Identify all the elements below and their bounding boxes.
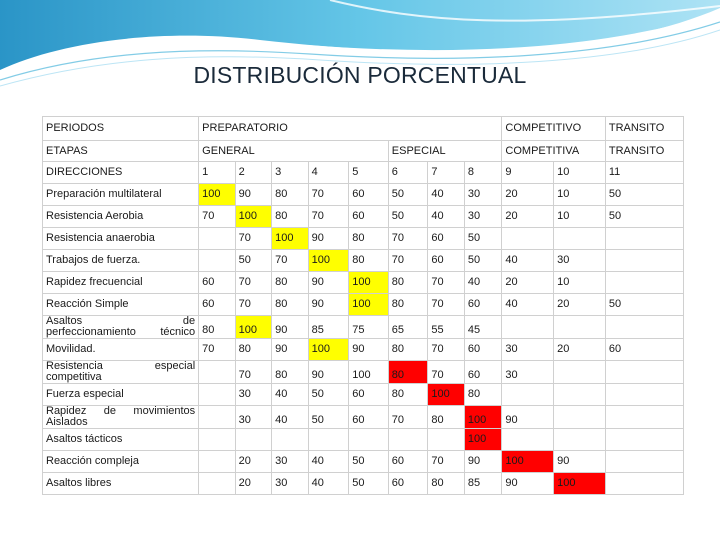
row-label-line: Aislados: [46, 416, 88, 428]
value-cell: 40: [464, 272, 502, 294]
value-cell: 70: [388, 250, 428, 272]
value-cell: 90: [308, 294, 349, 316]
value-cell: 70: [308, 184, 349, 206]
value-cell: 50: [349, 451, 389, 473]
direction-number: 2: [235, 162, 272, 184]
value-cell: 90: [349, 339, 389, 361]
row-label-line: perfeccionamiento técnico: [46, 326, 196, 338]
direction-number: 11: [605, 162, 683, 184]
value-cell: 50: [464, 228, 502, 250]
value-cell: [554, 406, 606, 429]
value-cell: 85: [308, 316, 349, 339]
row-label-line: Asaltos de: [46, 315, 196, 327]
value-cell: 30: [272, 473, 309, 495]
value-cell: 100: [428, 384, 465, 406]
row-label-line: Asaltos tácticos: [46, 433, 123, 445]
header-group-cell: TRANSITO: [605, 141, 683, 162]
value-cell: 60: [199, 294, 236, 316]
value-cell: 80: [272, 184, 309, 206]
table-row: [43, 451, 684, 473]
row-label-line: Rapidez frecuencial: [46, 276, 143, 288]
value-cell: [235, 429, 272, 451]
table-row: [43, 384, 684, 406]
value-cell: 90: [308, 361, 349, 384]
value-cell: 80: [388, 384, 428, 406]
table-row: [43, 406, 684, 429]
value-cell: 80: [235, 339, 272, 361]
value-cell: 70: [235, 294, 272, 316]
value-cell: [199, 384, 236, 406]
periods-row: [43, 117, 684, 141]
value-cell: [199, 228, 236, 250]
value-cell: 60: [464, 294, 502, 316]
value-cell: 40: [272, 406, 309, 429]
row-label-line: Trabajos de fuerza.: [46, 254, 141, 266]
value-cell: 60: [388, 451, 428, 473]
header-group-cell: ESPECIAL: [388, 141, 502, 162]
direction-number: 9: [502, 162, 554, 184]
value-cell: 90: [235, 184, 272, 206]
value-cell: 50: [605, 184, 683, 206]
value-cell: 90: [308, 228, 349, 250]
value-cell: 100: [464, 429, 502, 451]
header-group-cell: COMPETITIVA: [502, 141, 605, 162]
value-cell: 20: [235, 451, 272, 473]
row-label: [43, 361, 199, 384]
table-row: [43, 272, 684, 294]
value-cell: [199, 361, 236, 384]
value-cell: 70: [235, 228, 272, 250]
value-cell: 90: [272, 339, 309, 361]
row-label: [43, 184, 199, 206]
value-cell: [605, 361, 683, 384]
row-label-line: competitiva: [46, 371, 102, 383]
value-cell: [605, 250, 683, 272]
value-cell: [199, 473, 236, 495]
value-cell: 60: [349, 406, 389, 429]
value-cell: [502, 429, 554, 451]
value-cell: [199, 429, 236, 451]
row-label: [43, 206, 199, 228]
value-cell: 30: [502, 361, 554, 384]
header-group-cell: COMPETITIVO: [502, 117, 605, 141]
value-cell: 70: [199, 339, 236, 361]
table-row: [43, 184, 684, 206]
value-cell: 55: [428, 316, 465, 339]
value-cell: 60: [605, 339, 683, 361]
value-cell: [428, 429, 465, 451]
value-cell: 70: [235, 361, 272, 384]
row-label-line: Preparación multilateral: [46, 188, 162, 200]
value-cell: [502, 384, 554, 406]
value-cell: [605, 429, 683, 451]
value-cell: 100: [308, 339, 349, 361]
value-cell: [605, 272, 683, 294]
row-label-line: Resistencia Aerobia: [46, 210, 144, 222]
row-label: PERIODOS: [43, 117, 199, 141]
value-cell: 20: [554, 339, 606, 361]
value-cell: 100: [308, 250, 349, 272]
value-cell: 80: [272, 294, 309, 316]
value-cell: 30: [464, 206, 502, 228]
value-cell: [388, 429, 428, 451]
value-cell: 40: [428, 206, 465, 228]
direction-number: 7: [428, 162, 465, 184]
row-label-line: Rapidez de movimientos: [46, 405, 196, 417]
value-cell: 80: [388, 361, 428, 384]
row-label: [43, 272, 199, 294]
value-cell: 70: [428, 361, 465, 384]
value-cell: 90: [502, 406, 554, 429]
value-cell: 60: [349, 206, 389, 228]
direction-number: 6: [388, 162, 428, 184]
value-cell: 80: [388, 339, 428, 361]
row-label: [43, 228, 199, 250]
table-row: [43, 339, 684, 361]
value-cell: 100: [235, 206, 272, 228]
value-cell: 90: [308, 272, 349, 294]
value-cell: [605, 228, 683, 250]
value-cell: 80: [349, 250, 389, 272]
value-cell: 50: [235, 250, 272, 272]
value-cell: 90: [502, 473, 554, 495]
value-cell: 30: [554, 250, 606, 272]
value-cell: 40: [428, 184, 465, 206]
value-cell: 100: [349, 361, 389, 384]
direction-number: 3: [272, 162, 309, 184]
value-cell: 60: [428, 228, 465, 250]
row-label: [43, 451, 199, 473]
value-cell: 100: [199, 184, 236, 206]
value-cell: 65: [388, 316, 428, 339]
value-cell: 40: [308, 473, 349, 495]
value-cell: [272, 429, 309, 451]
table-row: [43, 228, 684, 250]
value-cell: 80: [199, 316, 236, 339]
distribution-table: [42, 116, 684, 495]
value-cell: 50: [464, 250, 502, 272]
direction-number: 5: [349, 162, 389, 184]
row-label: [43, 339, 199, 361]
row-label-line: Resistencia anaerobia: [46, 232, 155, 244]
value-cell: 40: [308, 451, 349, 473]
value-cell: [605, 451, 683, 473]
value-cell: 45: [464, 316, 502, 339]
value-cell: 60: [388, 473, 428, 495]
value-cell: [199, 250, 236, 272]
value-cell: 50: [349, 473, 389, 495]
value-cell: 20: [502, 206, 554, 228]
value-cell: 60: [199, 272, 236, 294]
value-cell: 80: [272, 272, 309, 294]
value-cell: 10: [554, 206, 606, 228]
value-cell: 30: [272, 451, 309, 473]
row-label: [43, 406, 199, 429]
value-cell: 70: [199, 206, 236, 228]
row-label-line: Resistencia especial: [46, 360, 196, 372]
value-cell: 75: [349, 316, 389, 339]
value-cell: 80: [388, 272, 428, 294]
value-cell: 30: [235, 406, 272, 429]
table-row: [43, 206, 684, 228]
value-cell: 30: [502, 339, 554, 361]
value-cell: 70: [428, 339, 465, 361]
table-row: [43, 429, 684, 451]
value-cell: 60: [464, 361, 502, 384]
table-row: [43, 473, 684, 495]
row-label-line: Reacción Simple: [46, 298, 129, 310]
value-cell: [605, 384, 683, 406]
value-cell: 40: [502, 294, 554, 316]
value-cell: [308, 429, 349, 451]
value-cell: 70: [388, 406, 428, 429]
value-cell: 80: [428, 406, 465, 429]
value-cell: 30: [464, 184, 502, 206]
value-cell: 10: [554, 272, 606, 294]
value-cell: [554, 361, 606, 384]
row-label: [43, 250, 199, 272]
value-cell: 20: [554, 294, 606, 316]
value-cell: [199, 406, 236, 429]
value-cell: 80: [272, 361, 309, 384]
row-label: [43, 384, 199, 406]
value-cell: [502, 228, 554, 250]
row-label-line: Movilidad.: [46, 343, 96, 355]
header-group-cell: GENERAL: [199, 141, 389, 162]
direction-number: 4: [308, 162, 349, 184]
value-cell: [554, 429, 606, 451]
row-label: [43, 429, 199, 451]
value-cell: 100: [235, 316, 272, 339]
value-cell: 90: [464, 451, 502, 473]
value-cell: 30: [235, 384, 272, 406]
row-label: DIRECCIONES: [43, 162, 199, 184]
table-row: [43, 316, 684, 339]
direction-number: 1: [199, 162, 236, 184]
direction-number: 8: [464, 162, 502, 184]
value-cell: 80: [349, 228, 389, 250]
value-cell: 10: [554, 184, 606, 206]
value-cell: 70: [308, 206, 349, 228]
value-cell: 50: [388, 206, 428, 228]
value-cell: 100: [349, 294, 389, 316]
value-cell: 20: [235, 473, 272, 495]
value-cell: 80: [388, 294, 428, 316]
value-cell: 90: [554, 451, 606, 473]
value-cell: 100: [464, 406, 502, 429]
distribution-table-container: [42, 116, 684, 496]
value-cell: [554, 316, 606, 339]
value-cell: 40: [272, 384, 309, 406]
row-label: [43, 294, 199, 316]
value-cell: [605, 406, 683, 429]
row-label-line: Asaltos libres: [46, 477, 112, 489]
value-cell: [605, 316, 683, 339]
value-cell: 100: [502, 451, 554, 473]
directions-row: [43, 162, 684, 184]
value-cell: 70: [428, 272, 465, 294]
row-label-line: Fuerza especial: [46, 388, 124, 400]
value-cell: 60: [428, 250, 465, 272]
value-cell: [554, 228, 606, 250]
value-cell: 100: [349, 272, 389, 294]
value-cell: 80: [464, 384, 502, 406]
slide-title: DISTRIBUCIÓN PORCENTUAL: [193, 62, 527, 88]
row-label: [43, 473, 199, 495]
row-label: [43, 316, 199, 339]
value-cell: 100: [554, 473, 606, 495]
value-cell: 70: [388, 228, 428, 250]
table-row: [43, 250, 684, 272]
value-cell: [502, 316, 554, 339]
value-cell: 50: [605, 294, 683, 316]
header-group-cell: TRANSITO: [605, 117, 683, 141]
stages-row: [43, 141, 684, 162]
value-cell: 20: [502, 184, 554, 206]
value-cell: 20: [502, 272, 554, 294]
value-cell: 50: [308, 406, 349, 429]
direction-number: 10: [554, 162, 606, 184]
value-cell: 70: [428, 451, 465, 473]
value-cell: 50: [308, 384, 349, 406]
value-cell: 60: [349, 384, 389, 406]
value-cell: [605, 473, 683, 495]
row-label: ETAPAS: [43, 141, 199, 162]
value-cell: 85: [464, 473, 502, 495]
value-cell: 90: [272, 316, 309, 339]
value-cell: 50: [388, 184, 428, 206]
value-cell: 40: [502, 250, 554, 272]
value-cell: 50: [605, 206, 683, 228]
value-cell: 60: [464, 339, 502, 361]
value-cell: [349, 429, 389, 451]
value-cell: 80: [428, 473, 465, 495]
table-row: [43, 294, 684, 316]
value-cell: 60: [349, 184, 389, 206]
value-cell: [554, 384, 606, 406]
row-label-line: Reacción compleja: [46, 455, 139, 467]
value-cell: 100: [272, 228, 309, 250]
header-group-cell: PREPARATORIO: [199, 117, 502, 141]
value-cell: 70: [272, 250, 309, 272]
value-cell: 70: [428, 294, 465, 316]
value-cell: [199, 451, 236, 473]
value-cell: 80: [272, 206, 309, 228]
table-row: [43, 361, 684, 384]
value-cell: 70: [235, 272, 272, 294]
